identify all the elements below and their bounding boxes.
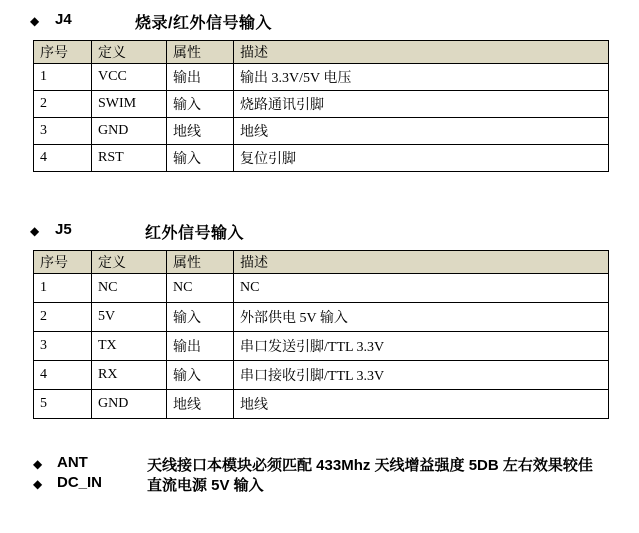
table-header-row — [34, 41, 609, 64]
pin-attr-cell: 输入 — [167, 145, 234, 172]
pin-number-cell: 3 — [34, 332, 92, 361]
pin-name-cell: NC — [92, 274, 167, 303]
table-row — [34, 91, 609, 118]
pin-number-cell: 1 — [34, 274, 92, 303]
pin-number-cell: 3 — [34, 118, 92, 145]
pin-attr-cell: NC — [167, 274, 234, 303]
pin-attr-cell: 输入 — [167, 303, 234, 332]
pin-desc-cell: 串口接收引脚/TTL 3.3V — [234, 361, 609, 390]
section-title: 红外信号输入 — [145, 225, 245, 242]
note-label: DC_IN — [57, 474, 103, 491]
pin-number-cell: 5 — [34, 390, 92, 419]
table-row — [34, 390, 609, 419]
section-heading-j4 — [30, 11, 610, 31]
pin-name-cell: RST — [92, 145, 167, 172]
pin-desc-cell: 复位引脚 — [234, 145, 609, 172]
section-heading-j5 — [30, 221, 610, 241]
diamond-bullet-icon: ◆ — [30, 224, 40, 238]
pin-desc-cell: 外部供电 5V 输入 — [234, 303, 609, 332]
pin-attr-cell: 输入 — [167, 91, 234, 118]
pin-desc-cell: 输出 3.3V/5V 电压 — [234, 64, 609, 91]
header-cell: 序号 — [34, 41, 92, 64]
table-row — [34, 118, 609, 145]
connector-name: J5 — [55, 221, 72, 238]
table-row — [34, 303, 609, 332]
note-label: ANT — [57, 454, 88, 471]
pin-attr-cell: 地线 — [167, 118, 234, 145]
diamond-bullet-icon: ◆ — [33, 457, 43, 471]
note-ant — [33, 454, 633, 474]
pin-name-cell: RX — [92, 361, 167, 390]
pin-name-cell: VCC — [92, 64, 167, 91]
pin-number-cell: 4 — [34, 145, 92, 172]
pin-name-cell: 5V — [92, 303, 167, 332]
pin-desc-cell: 地线 — [234, 118, 609, 145]
pin-attr-cell: 输出 — [167, 64, 234, 91]
pin-attr-cell: 地线 — [167, 390, 234, 419]
pin-desc-cell: 烧路通讯引脚 — [234, 91, 609, 118]
pin-desc-cell: 地线 — [234, 390, 609, 419]
pin-name-cell: GND — [92, 390, 167, 419]
header-cell: 描述 — [234, 251, 609, 274]
header-cell: 定义 — [92, 251, 167, 274]
pin-attr-cell: 输入 — [167, 361, 234, 390]
header-cell: 定义 — [92, 41, 167, 64]
pin-number-cell: 2 — [34, 91, 92, 118]
pin-attr-cell: 输出 — [167, 332, 234, 361]
header-cell: 属性 — [167, 251, 234, 274]
header-cell: 序号 — [34, 251, 92, 274]
table-row — [34, 64, 609, 91]
connector-name: J4 — [55, 11, 72, 28]
pin-name-cell: TX — [92, 332, 167, 361]
j4-pin-table — [33, 40, 609, 172]
pin-name-cell: GND — [92, 118, 167, 145]
note-text: 直流电源 5V 输入 — [147, 477, 264, 494]
pin-number-cell: 4 — [34, 361, 92, 390]
pin-desc-cell: NC — [234, 274, 609, 303]
diamond-bullet-icon: ◆ — [33, 477, 43, 491]
table-row — [34, 274, 609, 303]
j5-pin-table — [33, 250, 609, 419]
pin-number-cell: 2 — [34, 303, 92, 332]
note-dc-in — [33, 474, 633, 494]
pin-name-cell: SWIM — [92, 91, 167, 118]
pin-number-cell: 1 — [34, 64, 92, 91]
note-text: 天线接口本模块必须匹配 433Mhz 天线增益强度 5DB 左右效果较佳 — [147, 457, 593, 474]
table-row — [34, 361, 609, 390]
section-title: 烧录/红外信号输入 — [135, 15, 272, 32]
table-row — [34, 145, 609, 172]
table-header-row — [34, 251, 609, 274]
table-row — [34, 332, 609, 361]
pin-desc-cell: 串口发送引脚/TTL 3.3V — [234, 332, 609, 361]
header-cell: 描述 — [234, 41, 609, 64]
header-cell: 属性 — [167, 41, 234, 64]
diamond-bullet-icon: ◆ — [30, 14, 40, 28]
